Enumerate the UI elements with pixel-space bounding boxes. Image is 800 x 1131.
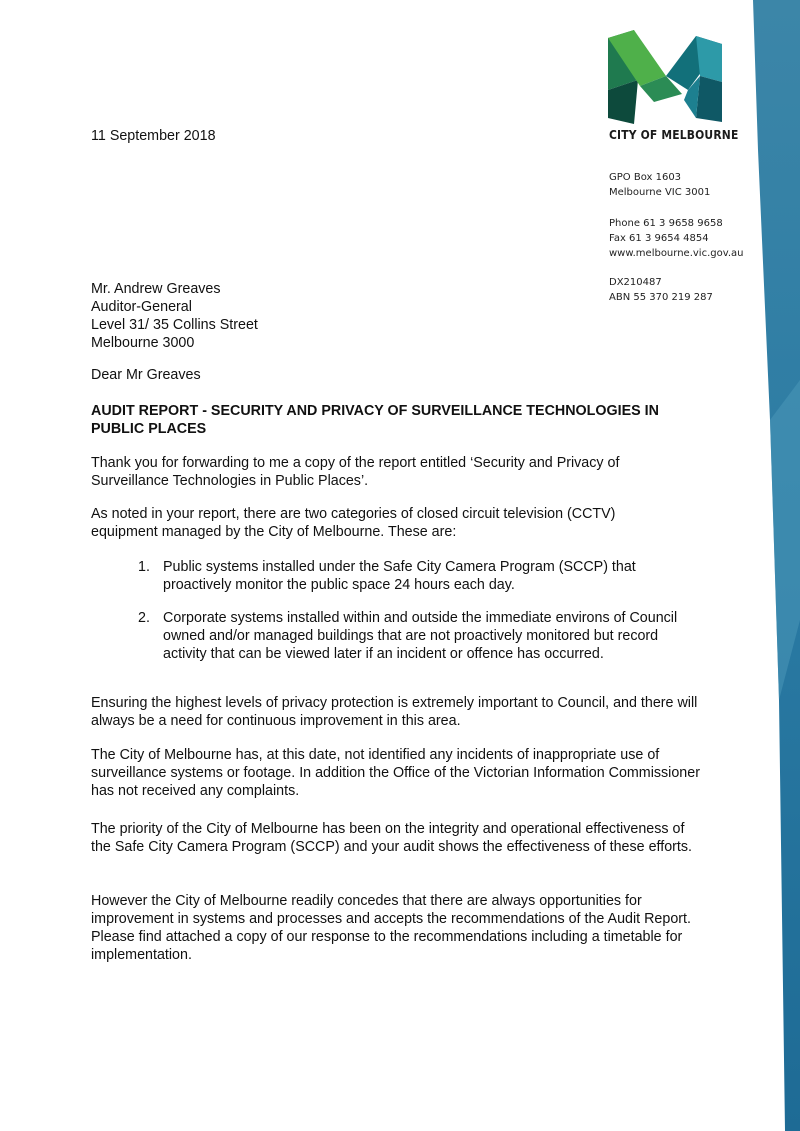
recipient-address [91,280,711,352]
recipient-line: Level 31/ 35 Collins Street [91,317,258,333]
recipient-line: Melbourne 3000 [91,335,195,351]
contact-details [609,216,779,261]
paragraph-3: Ensuring the highest levels of privacy protection is extremely important to Council, and there will always be a need for continuous improvement in this area. [91,695,698,729]
list-text: Corporate systems installed within and outside the immediate environs of Council owned and/or managed buildings that are not proactively monitored but record activity that can be viewed later if an incident or offence has occurred. [163,610,678,662]
organisation-name: CITY OF MELBOURNE [609,127,739,142]
letter-date: 11 September 2018 [91,128,216,144]
postal-line: Melbourne VIC 3001 [609,187,711,198]
list-number: 2. [138,610,150,626]
paragraph-5: The priority of the City of Melbourne has been on the integrity and operational effectiveness of the Safe City Camera Program (SCCP) and your audit shows the effectiveness of these efforts. [91,821,693,855]
phone-number: Phone 61 3 9658 9658 [609,218,723,229]
abn-number: ABN 55 370 219 287 [609,292,713,303]
postal-address [609,170,779,200]
list-text: Public systems installed under the Safe City Camera Program (SCCP) that proactively monitor the public space 24 hours each day. [163,559,636,593]
recipient-line: Auditor-General [91,299,192,315]
dx-number: DX210487 [609,277,662,288]
fax-number: Fax 61 3 9654 4854 [609,233,709,244]
paragraph-6: However the City of Melbourne readily concedes that there are always opportunities for improvement in systems and processes and accepts the recommendations of the Audit Report. Please find attached a copy of our response to the recommendations including a timetable for implementation. [91,893,691,963]
postal-line: GPO Box 1603 [609,172,682,183]
paragraph-1: Thank you for forwarding to me a copy of the report entitled ‘Security and Privacy of Surveillance Technologies in Public Places’. [91,455,620,489]
salutation: Dear Mr Greaves [91,367,201,383]
paragraph-4: The City of Melbourne has, at this date, not identified any incidents of inappropriate use of surveillance systems or footage. In addition the Office of the Victorian Information Commissioner has not received any complaints. [91,747,700,799]
list-number: 1. [138,559,150,575]
recipient-line: Mr. Andrew Greaves [91,281,221,297]
paragraph-2: As noted in your report, there are two categories of closed circuit television (CCTV) equipment managed by the City of Melbourne. These are: [91,506,616,540]
subject-heading: AUDIT REPORT - SECURITY AND PRIVACY OF SURVEILLANCE TECHNOLOGIES IN PUBLIC PLACES [91,403,659,437]
website-link[interactable]: www.melbourne.vic.gov.au [609,248,744,259]
city-of-melbourne-logo [604,30,726,124]
